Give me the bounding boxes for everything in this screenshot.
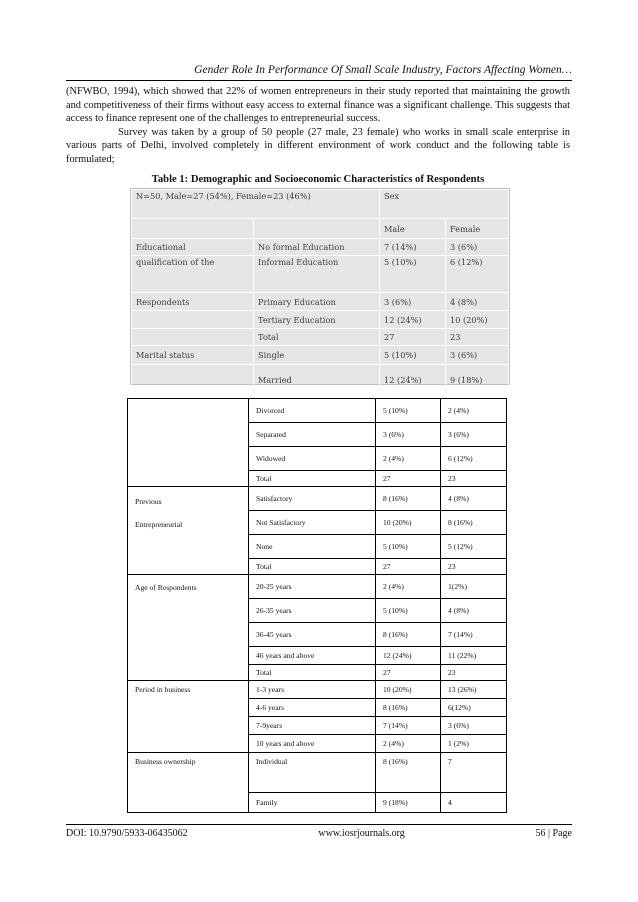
female-value: 5 (12%) [441,535,507,559]
group-label-line-2: Entrepreneurial [135,520,183,529]
running-header: Gender Role In Performance Of Small Scale Industry, Factors Affecting Women… [194,64,572,76]
female-value: 23 [446,329,509,346]
female-header: Female [446,219,509,239]
header-rule [66,80,572,81]
male-value: 5 (10%) [376,535,441,559]
page-number: 56 | Page [535,828,572,839]
female-value: 7 [441,753,507,793]
female-value: 8 (16%) [441,511,507,535]
row-label: 1-3 years [249,681,376,699]
male-value: 5 (10%) [376,399,441,423]
row-label: Satisfactory [249,487,376,511]
row-label: Family [249,793,376,813]
female-value: 6 (12%) [441,447,507,471]
male-value: 12 (24%) [380,311,446,329]
female-value: 3 (6%) [441,423,507,447]
male-value: 2 (4%) [376,735,441,753]
female-value: 4 (8%) [446,293,509,311]
female-value: 1(2%) [441,575,507,599]
group-label-line-1: Previous [135,497,162,506]
row-label: 10 years and above [249,735,376,753]
female-value: 2 (4%) [441,399,507,423]
male-value: 12 (24%) [380,365,446,387]
female-value: 3 (6%) [446,239,509,256]
education-label-line-3: Respondents [132,293,254,311]
journal-website: www.iosrjournals.org [318,828,405,839]
male-value: 3 (6%) [376,423,441,447]
male-value: 27 [376,471,441,487]
group-period-in-business: Period in business [128,681,249,753]
table-title: Table 1: Demographic and Socioeconomic Characteristics of Respondents [151,174,485,185]
group-age-of-respondents: Age of Respondents [128,575,249,681]
male-value: 7 (14%) [380,239,446,256]
female-value: 4 [441,793,507,813]
scanned-table-image [130,188,510,385]
marital-status-label: Marital status [132,346,254,365]
female-value: 9 (18%) [446,365,509,387]
female-value: 3 (6%) [441,717,507,735]
doi-text: DOI: 10.9790/5933-06435062 [66,828,188,839]
female-value: 4 (8%) [441,599,507,623]
female-value: 11 (22%) [441,647,507,665]
female-value: 6(12%) [441,699,507,717]
row-label: Total [254,329,380,346]
male-value: 5 (10%) [376,599,441,623]
row-label: Total [249,471,376,487]
sample-size-label: N=50, Male=27 (54%), Female=23 (46%) [132,190,380,219]
male-value: 10 (20%) [376,511,441,535]
male-value: 5 (10%) [380,346,446,365]
row-label: Total [249,665,376,681]
paragraph-2: Survey was taken by a group of 50 people (27 male, 23 female) who works in small scale enterprise in various parts of Delhi, involved completely in different environment of work conduct and the following table is formulated; [66,126,570,165]
male-value: 10 (20%) [376,681,441,699]
male-header: Male [380,219,446,239]
female-value: 3 (6%) [446,346,509,365]
row-label: 4-6 years [249,699,376,717]
row-label: 20-25 years [249,575,376,599]
row-label: 26-35 years [249,599,376,623]
group-business-ownership: Business ownership [128,753,249,813]
male-value: 5 (10%) [380,256,446,293]
male-value: 2 (4%) [376,575,441,599]
row-label: Not Satisfactory [249,511,376,535]
row-label: None [249,535,376,559]
female-value: 23 [441,559,507,575]
female-value: 10 (20%) [446,311,509,329]
row-label: Divorced [249,399,376,423]
male-value: 2 (4%) [376,447,441,471]
male-value: 8 (16%) [376,753,441,793]
row-label: No formal Education [254,239,380,256]
sex-header: Sex [380,190,509,219]
female-value: 23 [441,665,507,681]
footer-rule [66,824,572,825]
male-value: 27 [380,329,446,346]
row-label: Widowed [249,447,376,471]
row-label: 36-45 years [249,623,376,647]
group-previous-entrepreneurial [128,487,249,575]
row-label: 46 years and above [249,647,376,665]
male-value: 8 (16%) [376,487,441,511]
female-value: 1 (2%) [441,735,507,753]
row-label: Total [249,559,376,575]
scanned-table [131,189,509,387]
page-footer [66,828,572,839]
education-label-line-1: Educational [132,239,254,256]
male-value: 9 (18%) [376,793,441,813]
female-value: 13 (26%) [441,681,507,699]
row-label: 7-9years [249,717,376,735]
row-label: Separated [249,423,376,447]
row-label: Informal Education [254,256,380,293]
characteristics-table [127,398,507,813]
male-value: 7 (14%) [376,717,441,735]
male-value: 8 (16%) [376,699,441,717]
male-value: 8 (16%) [376,623,441,647]
female-value: 23 [441,471,507,487]
row-label: Single [254,346,380,365]
female-value: 7 (14%) [441,623,507,647]
row-label: Tertiary Education [254,311,380,329]
education-label-line-2: qualification of the [132,256,254,293]
row-label: Primary Education [254,293,380,311]
row-label: Married [254,365,380,387]
male-value: 12 (24%) [376,647,441,665]
paragraph-1: (NFWBO, 1994), which showed that 22% of women entrepreneurs in their study reported that maintaining the growth and competitiveness of their firms without easy access to external finance was a significant challenge. This suggests that access to finance represent one of the challenges to entrepreneurial success. [66,86,570,125]
row-label: Individual [249,753,376,793]
female-value: 4 (8%) [441,487,507,511]
body-text [66,85,570,167]
male-value: 3 (6%) [380,293,446,311]
male-value: 27 [376,559,441,575]
female-value: 6 (12%) [446,256,509,293]
male-value: 27 [376,665,441,681]
